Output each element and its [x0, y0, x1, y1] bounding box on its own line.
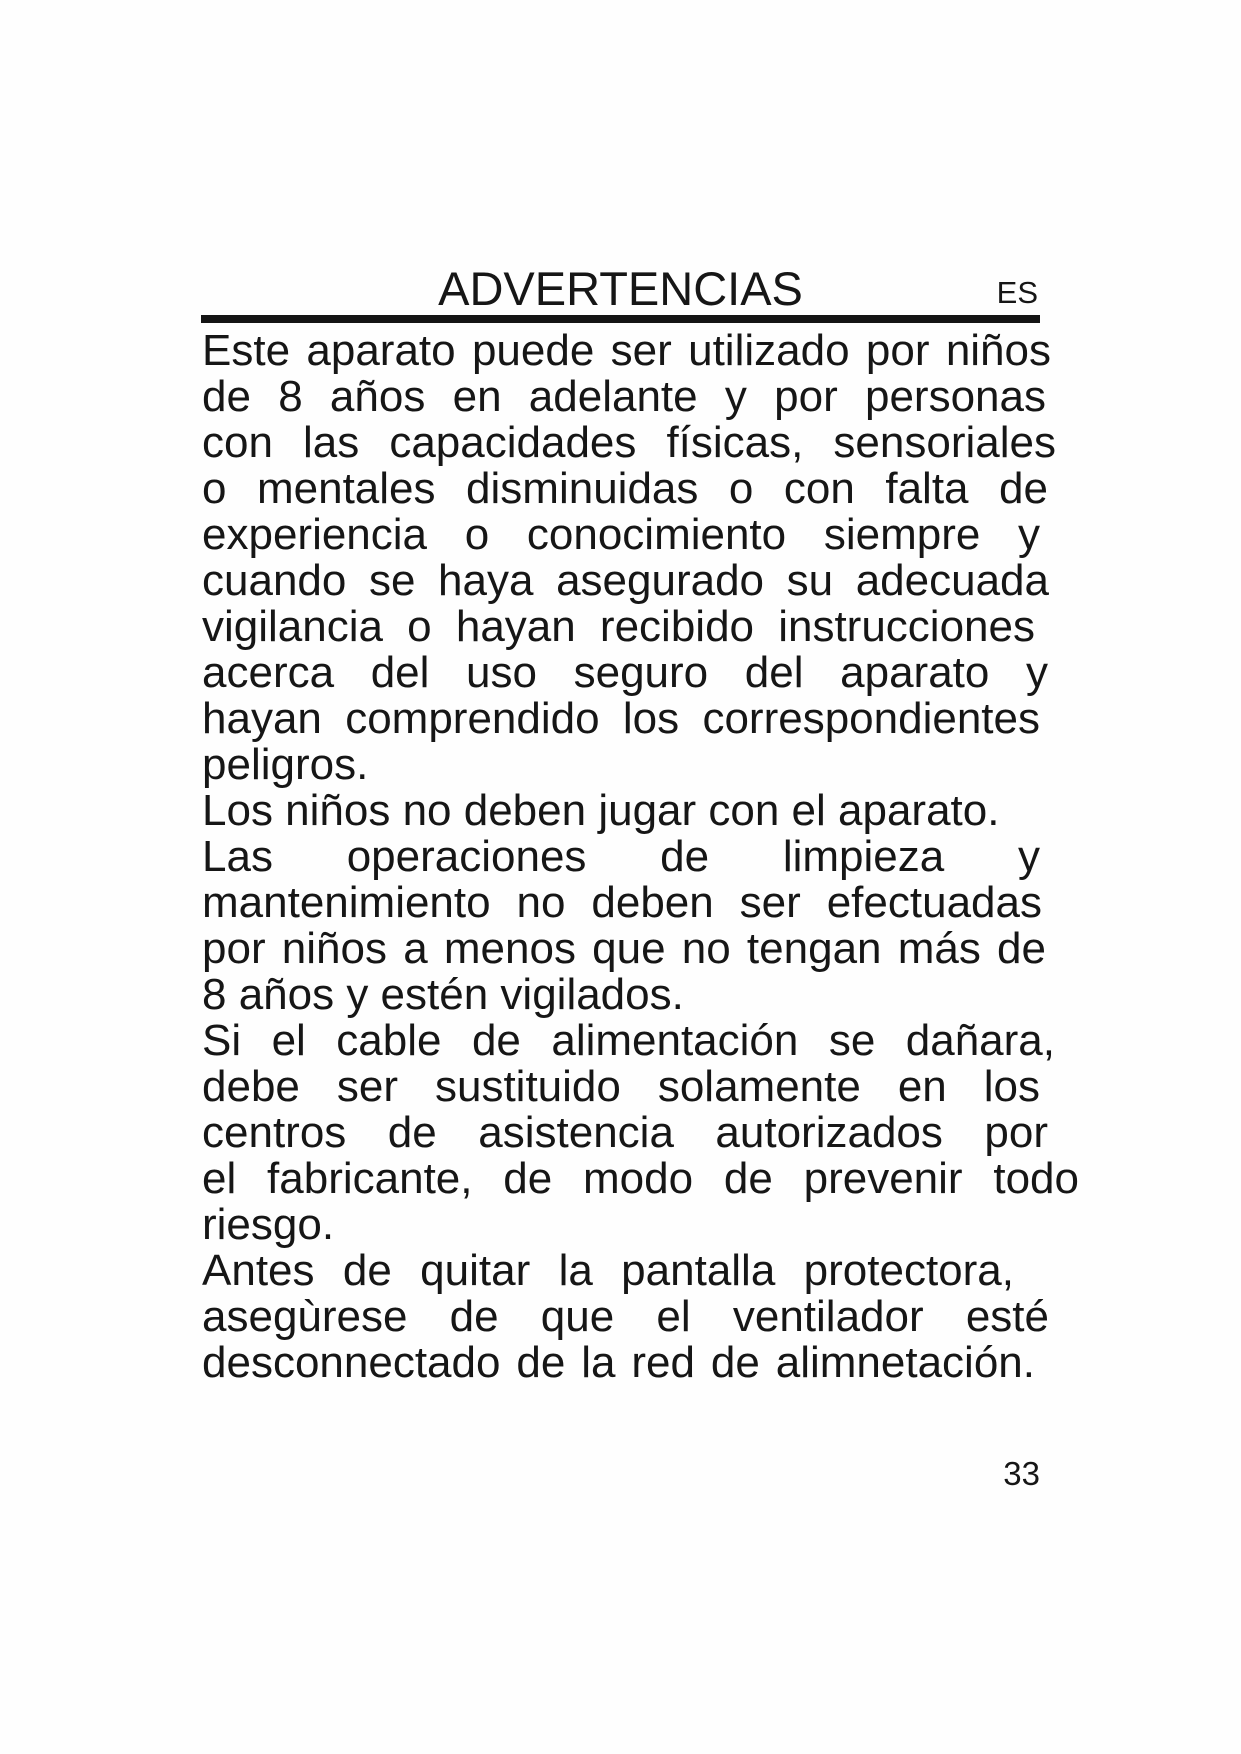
language-code: ES [996, 275, 1038, 310]
text-line: peligros. [202, 740, 369, 789]
text-line: acerca del uso seguro del aparato y [202, 648, 1048, 697]
text-line: riesgo. [202, 1200, 335, 1249]
text-line: experiencia o conocimiento siempre y [202, 510, 1040, 559]
text-line: por niños a menos que no tengan más de [202, 924, 1046, 973]
text-line: desconnectado de la red de alimnetación. [202, 1338, 1035, 1387]
text-line: cuando se haya asegurado su adecuada [202, 556, 1049, 605]
text-line: Las operaciones de limpieza y [202, 832, 1040, 881]
text-line: de 8 años en adelante y por personas [202, 372, 1046, 421]
warnings-body [202, 328, 1102, 1386]
paragraph-supervision [202, 328, 1102, 788]
text-line: mantenimiento no deben ser efectuadas [202, 878, 1042, 927]
text-line: hayan comprendido los correspondientes [202, 694, 1040, 743]
text-line: con las capacidades físicas, sensoriales [202, 418, 1056, 467]
paragraph-cleaning [202, 834, 1102, 1018]
text-line: vigilancia o hayan recibido instrucciones [202, 602, 1035, 651]
text-line: Si el cable de alimentación se dañara, [202, 1016, 1055, 1065]
text-line: debe ser sustituido solamente en los [202, 1062, 1040, 1111]
text-line: el fabricante, de modo de prevenir todo [202, 1154, 1079, 1203]
title-rule [201, 315, 1040, 323]
paragraph-power-cable [202, 1018, 1102, 1248]
text-line: centros de asistencia autorizados por [202, 1108, 1048, 1157]
page-title: ADVERTENCIAS [438, 262, 803, 315]
text-line: Este aparato puede ser utilizado por niños [202, 326, 1051, 375]
text-line: asegùrese de que el ventilador esté [202, 1292, 1049, 1341]
text-line: o mentales disminuidas o con falta de [202, 464, 1048, 513]
paragraph-children-play [202, 788, 1102, 834]
text-line: 8 años y estén vigilados. [202, 970, 684, 1019]
page-number: 33 [1003, 1455, 1040, 1492]
text-line: Antes de quitar la pantalla protectora, [202, 1246, 1014, 1295]
text-line: Los niños no deben jugar con el aparato. [202, 786, 1000, 835]
paragraph-protective-screen [202, 1248, 1102, 1386]
